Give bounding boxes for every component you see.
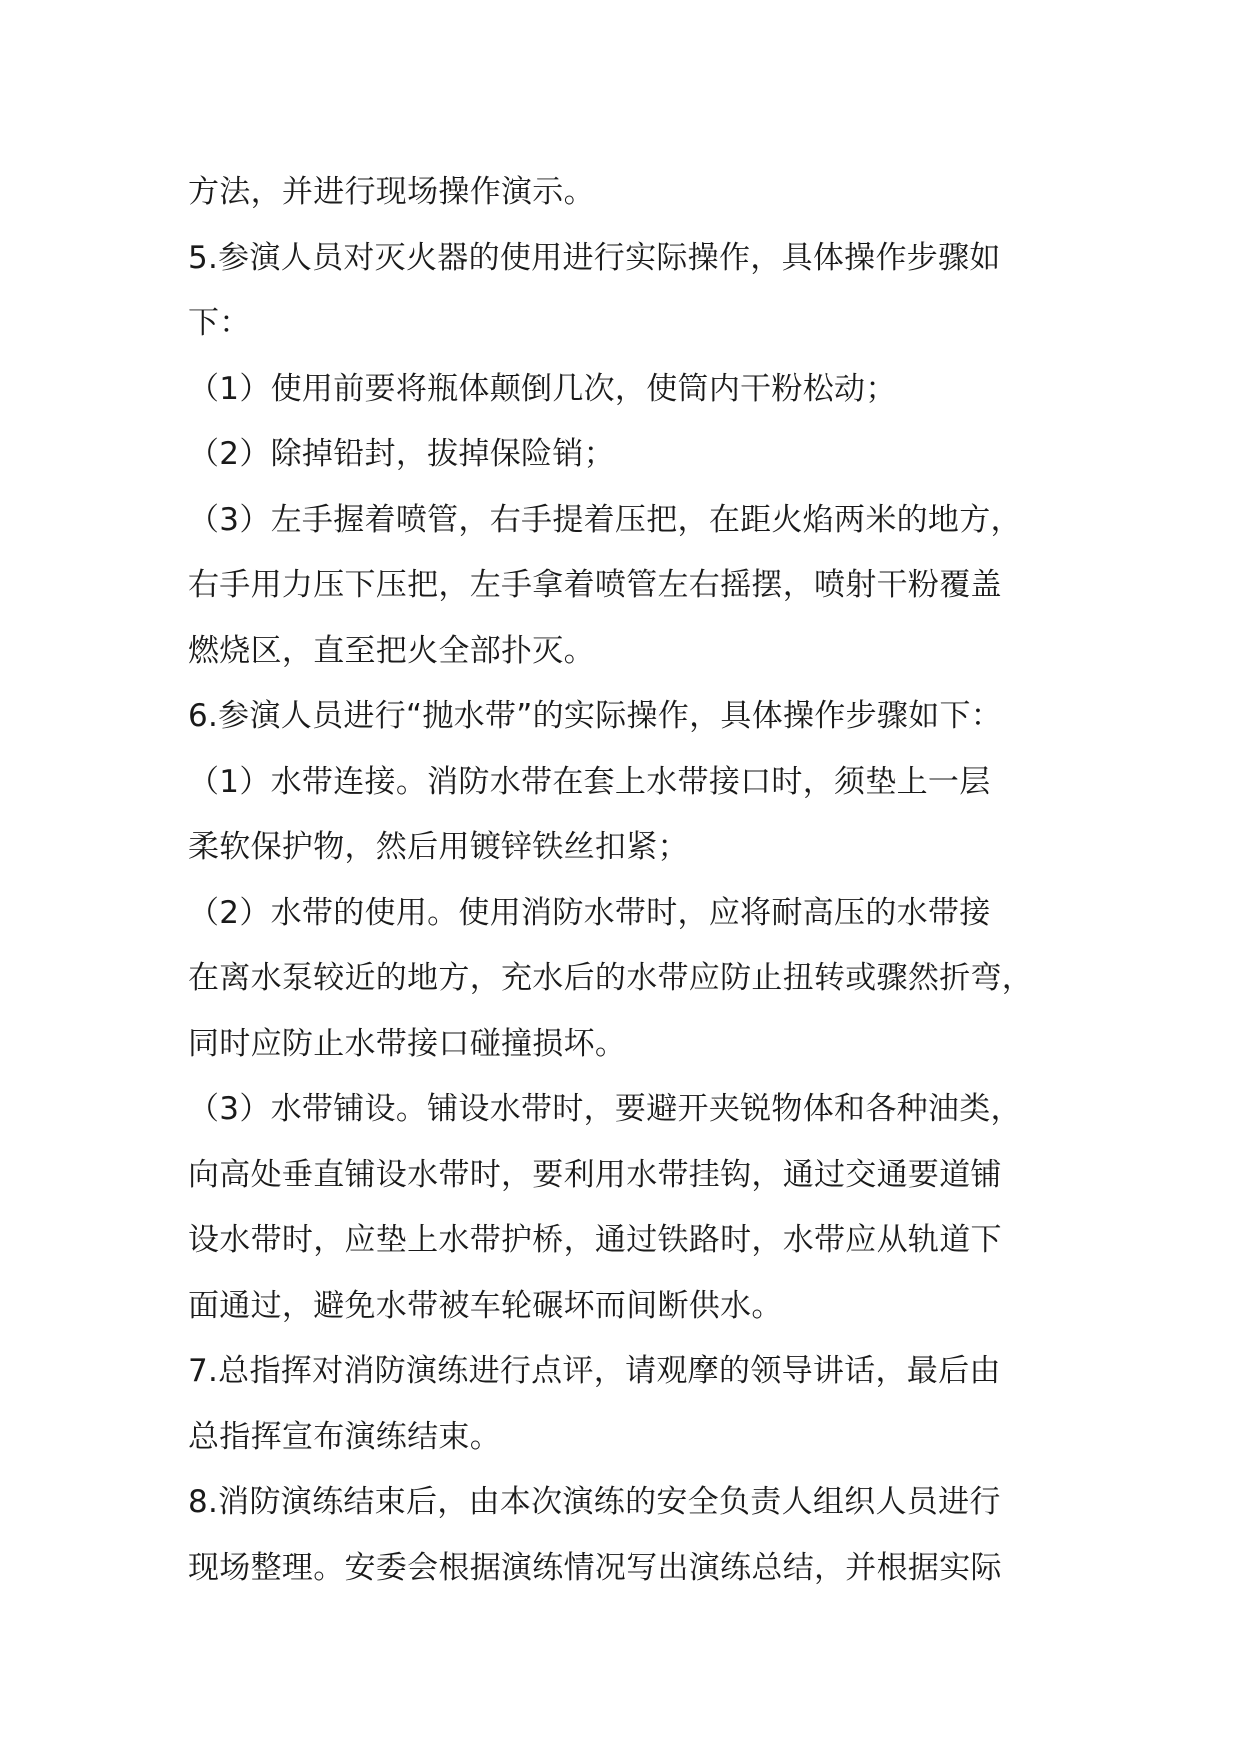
text-line: 7.总指挥对消防演练进行点评，请观摩的领导讲话，最后由 (188, 1353, 1001, 1389)
text-line: （1）水带连接。消防水带在套上水带接口时，须垫上一层 (188, 763, 991, 800)
text-line: 下： (188, 305, 251, 341)
text-line: 燃烧区，直至把火全部扑灭。 (188, 632, 595, 669)
document-body (188, 160, 1068, 1601)
text-line: 面通过，避免水带被车轮碾坏而间断供水。 (188, 1287, 783, 1324)
text-line: 8.消防演练结束后，由本次演练的安全负责人组织人员进行 (188, 1484, 1001, 1520)
text-line: 总指挥宣布演练结束。 (188, 1418, 501, 1455)
text-line: 柔软保护物，然后用镀锌铁丝扣紧； (188, 829, 689, 865)
text-line: 方法，并进行现场操作演示。 (188, 174, 595, 210)
text-line: 同时应防止水带接口碰撞损坏。 (188, 1025, 627, 1062)
text-line: 设水带时，应垫上水带护桥，通过铁路时，水带应从轨道下 (188, 1222, 1002, 1258)
text-line: 在离水泵较近的地方，充水后的水带应防止扭转或骤然折弯， (188, 960, 1034, 996)
text-line: 向高处垂直铺设水带时，要利用水带挂钩，通过交通要道铺 (188, 1156, 1002, 1193)
text-line: 现场整理。安委会根据演练情况写出演练总结，并根据实际 (188, 1549, 1002, 1586)
text-line: 5.参演人员对灭火器的使用进行实际操作，具体操作步骤如 (188, 239, 1001, 276)
text-line: （2）除掉铅封，拔掉保险销； (188, 436, 615, 472)
text-line: （3）水带铺设。铺设水带时，要避开夹锐物体和各种油类， (188, 1091, 1022, 1127)
text-line: （3）左手握着喷管，右手提着压把，在距火焰两米的地方， (188, 501, 1022, 538)
text-line: 6.参演人员进行“抛水带”的实际操作，具体操作步骤如下： (188, 698, 1003, 734)
text-line: （1）使用前要将瓶体颠倒几次，使筒内干粉松动； (188, 370, 897, 407)
text-line: 右手用力压下压把，左手拿着喷管左右摇摆，喷射干粉覆盖 (188, 567, 1002, 603)
text-line: （2）水带的使用。使用消防水带时，应将耐高压的水带接 (188, 894, 991, 931)
